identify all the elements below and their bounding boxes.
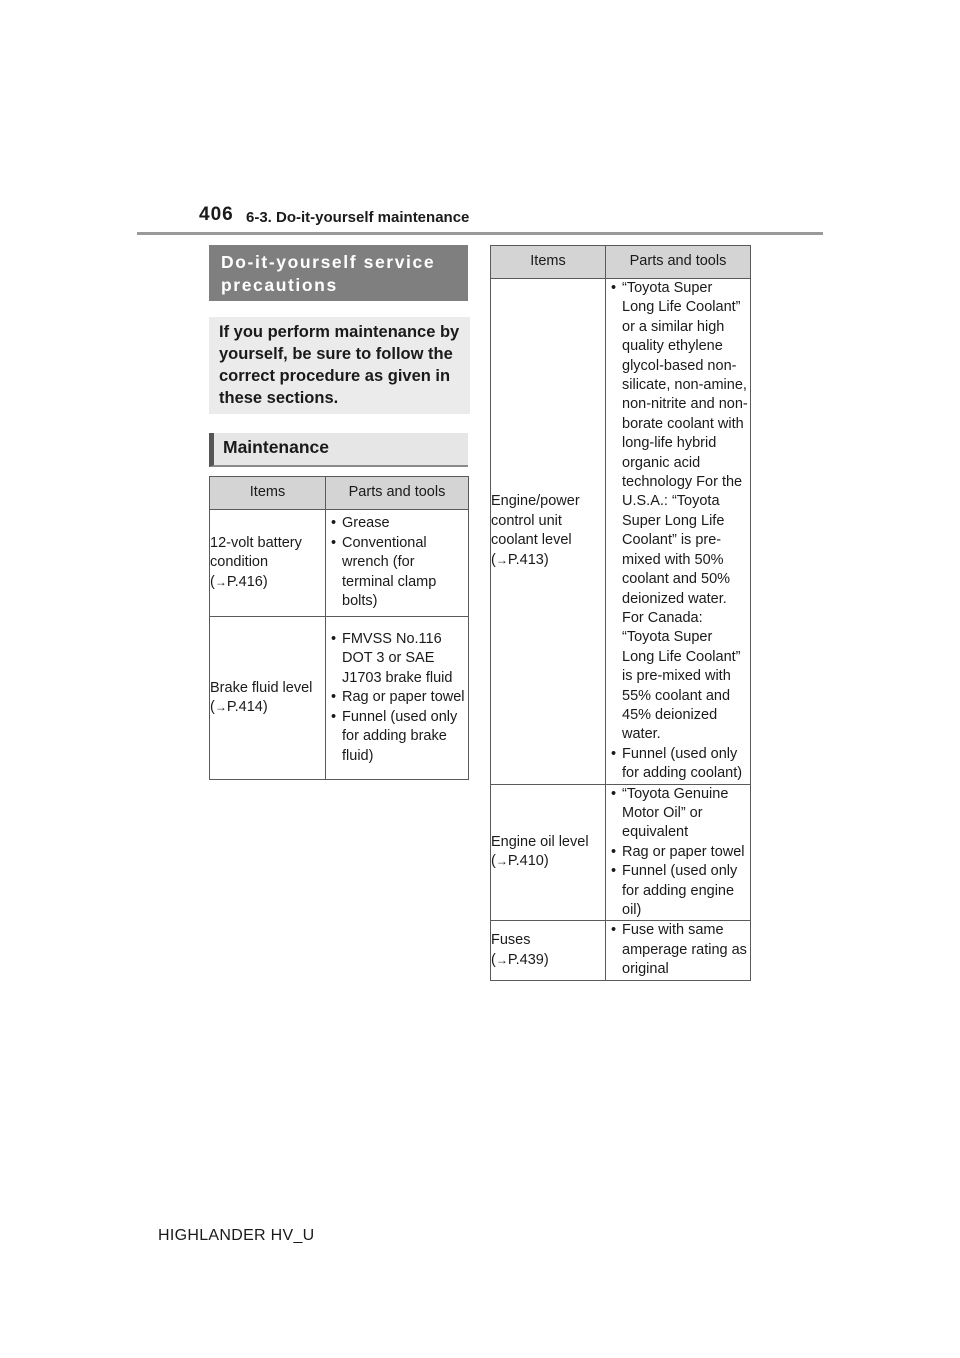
item-cell: Engine oil level (→P.410) [491, 784, 606, 921]
page-reference[interactable]: P.413 [507, 551, 544, 568]
header-items: Items [491, 246, 606, 279]
maintenance-heading: Maintenance [209, 433, 468, 467]
header-items: Items [210, 477, 326, 510]
table-row [491, 784, 751, 921]
reference-arrow-icon: → [495, 952, 508, 967]
service-precautions-body: If you perform maintenance by yourself, be sure to follow the correct procedure as given in these sections. [209, 317, 470, 414]
page-number: 406 [199, 204, 234, 225]
table-header-row [491, 246, 751, 279]
page-reference[interactable]: P.439 [507, 951, 544, 968]
list-item: • FMVSS No.116 DOT 3 or SAE J1703 brake fluid [326, 630, 468, 688]
footer-model-name: HIGHLANDER HV_U [158, 1227, 315, 1244]
service-precautions-title: Do-it-yourself service precautions [209, 245, 468, 301]
list-item: • Grease [326, 514, 468, 533]
item-name: Brake fluid level [210, 679, 313, 696]
reference-arrow-icon: → [214, 574, 227, 589]
list-item: • “Toyota Super Long Life Coolant” or a similar high quality ethylene glycol-based non-silicate, non-amine, non-nitrite and non-borate coolant with long-life hybrid organic acid technology For the U.S.A.: “Toyota Super Long Life Coolant” is pre-mixed with 50% coolant and 50% deionized water. For Canada: “Toyota Super Long Life Coolant” is pre-mixed with 55% coolant and 45% deionized water. [606, 279, 750, 745]
reference-arrow-icon: → [214, 700, 227, 714]
tools-cell [326, 510, 469, 617]
item-cell: Engine/power control unit coolant level (→P.413) [491, 279, 606, 785]
table-row [210, 617, 469, 780]
item-name: Engine/power control unit coolant level [491, 493, 580, 549]
tools-cell [326, 617, 469, 780]
item-name: Fuses [491, 932, 531, 949]
item-name: Engine oil level [491, 834, 589, 851]
section-title: 6-3. Do-it-yourself maintenance [246, 209, 470, 226]
item-name: 12-volt battery condition [210, 534, 302, 571]
list-item: • Conventional wrench (for terminal clamp bolts) [326, 534, 468, 612]
item-cell: 12-volt battery condition (→P.416) [210, 510, 326, 617]
list-item: • Rag or paper towel [326, 688, 468, 707]
header-parts-and-tools: Parts and tools [606, 246, 751, 279]
item-cell: Brake fluid level (→P.414) [210, 617, 326, 780]
table-row [491, 279, 751, 785]
table-row [210, 510, 469, 617]
page-reference[interactable]: P.414 [226, 699, 263, 715]
page-reference[interactable]: P.410 [507, 853, 544, 870]
header-divider [137, 232, 823, 235]
page-reference[interactable]: P.416 [226, 573, 263, 590]
list-item: • Funnel (used only for adding coolant) [606, 745, 750, 784]
table-row [491, 921, 751, 980]
table-header-row [210, 477, 469, 510]
list-item: • Rag or paper towel [606, 843, 750, 862]
item-cell: Fuses (→P.439) [491, 921, 606, 980]
tools-cell [606, 921, 751, 980]
reference-arrow-icon: → [495, 854, 508, 869]
list-item: • Funnel (used only for adding brake fluid) [326, 708, 468, 766]
header-parts-and-tools: Parts and tools [326, 477, 469, 510]
tools-cell [606, 279, 751, 785]
list-item: • “Toyota Genuine Motor Oil” or equivalent [606, 785, 750, 843]
reference-arrow-icon: → [495, 552, 508, 567]
maintenance-table-right [490, 245, 751, 981]
maintenance-table-left [209, 476, 469, 780]
tools-cell [606, 784, 751, 921]
list-item: • Funnel (used only for adding engine oil) [606, 862, 750, 920]
list-item: • Fuse with same amperage rating as original [606, 921, 750, 979]
